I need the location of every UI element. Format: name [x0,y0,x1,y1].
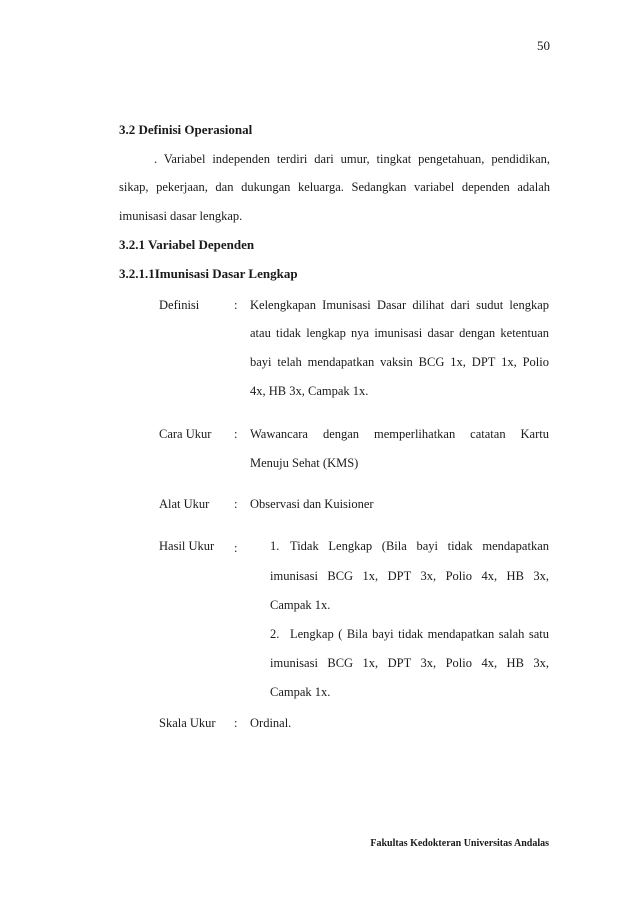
definisi-line-4: 4x, HB 3x, Campak 1x. [250,384,369,398]
definisi-line-1: Kelengkapan Imunisasi Dasar dilihat dari sudut lengkap [250,298,549,312]
hasil-item-1-line-2: imunisasi BCG 1x, DPT 3x, Polio 4x, HB 3x, [270,569,549,583]
definisi-colon: : [234,298,238,312]
intro-line-3: imunisasi dasar lengkap. [119,209,243,223]
intro-line-1: . Variabel independen terdiri dari umur, tingkat pengetahuan, pendidikan, [154,152,550,166]
alat-ukur-label: Alat Ukur [159,497,210,511]
definisi-label: Definisi [159,298,200,312]
hasil-item-2-number: 2. [270,627,280,641]
hasil-item-1-line-3: Campak 1x. [270,598,331,612]
hasil-item-1-line-1: Tidak Lengkap (Bila bayi tidak mendapatkan [290,539,549,553]
definisi-line-3: bayi telah mendapatkan vaksin BCG 1x, DPT 1x, Polio [250,355,549,369]
page-number: 50 [537,38,550,53]
hasil-item-2-line-1: Lengkap ( Bila bayi tidak mendapatkan salah satu [290,627,549,641]
definisi-line-2: atau tidak lengkap nya imunisasi dasar dengan ketentuan [250,326,549,340]
alat-ukur-line-1: Observasi dan Kuisioner [250,497,374,511]
intro-line-2: sikap, pekerjaan, dan dukungan keluarga. Sedangkan variabel dependen adalah [119,180,550,194]
cara-ukur-label: Cara Ukur [159,427,212,441]
footer-institution: Fakultas Kedokteran Universitas Andalas [370,838,549,849]
skala-ukur-label: Skala Ukur [159,716,216,730]
hasil-item-2-line-2: imunisasi BCG 1x, DPT 3x, Polio 4x, HB 3x, [270,656,549,670]
subsubsection-heading: 3.2.1.1Imunisasi Dasar Lengkap [119,266,298,281]
cara-ukur-colon: : [234,427,238,441]
hasil-ukur-colon: : [234,541,238,555]
hasil-ukur-label: Hasil Ukur [159,539,215,553]
cara-ukur-line-1: Wawancara dengan memperlihatkan catatan Kartu [250,427,549,441]
cara-ukur-line-2: Menuju Sehat (KMS) [250,456,359,470]
hasil-item-1-number: 1. [270,539,280,553]
subsection-heading: 3.2.1 Variabel Dependen [119,237,255,252]
skala-ukur-colon: : [234,716,238,730]
skala-ukur-line-1: Ordinal. [250,716,292,730]
hasil-item-2-line-3: Campak 1x. [270,685,331,699]
section-heading: 3.2 Definisi Operasional [119,122,253,137]
alat-ukur-colon: : [234,497,238,511]
